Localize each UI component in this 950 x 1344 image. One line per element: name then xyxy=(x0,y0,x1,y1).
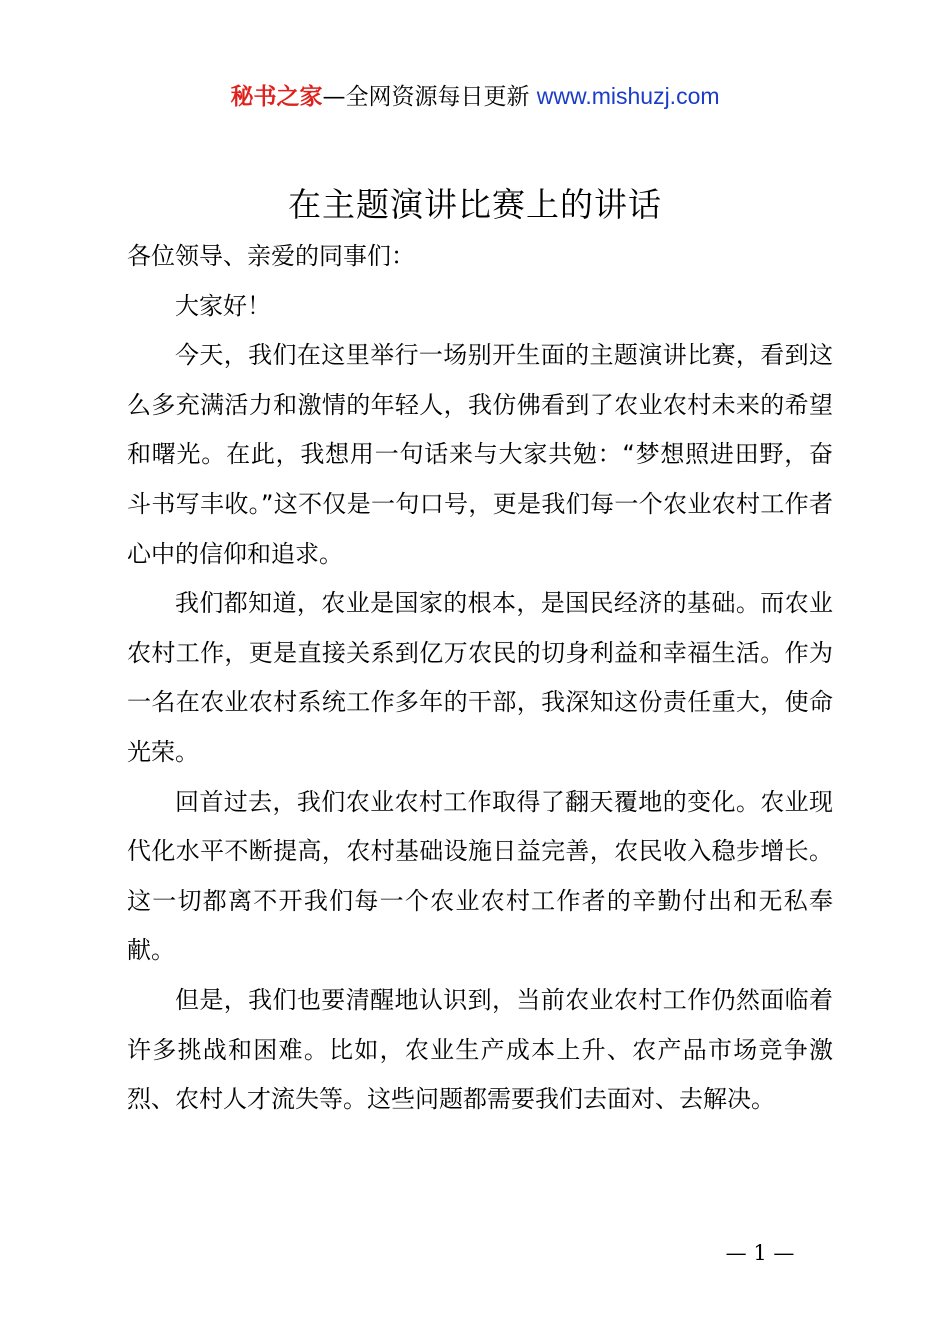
site-header xyxy=(0,80,950,113)
paragraph: 我们都知道，农业是国家的根本，是国民经济的基础。而农业农村工作，更是直接关系到亿万农民的切身利益和幸福生活。作为一名在农业农村系统工作多年的干部，我深知这份责任重大，使命光荣。 xyxy=(127,589,833,766)
paragraph: 大家好！ xyxy=(175,291,271,320)
header-tagline: —全网资源每日更新 xyxy=(322,84,530,110)
paragraph: 今天，我们在这里举行一场别开生面的主题演讲比赛，看到这么多充满活力和激情的年轻人，我仿佛看到了农业农村未来的希望和曙光。在此，我想用一句话来与大家共勉：“梦想照进田野，奋斗书写丰收。”这不仅是一句口号，更是我们每一个农业农村工作者心中的信仰和追求。 xyxy=(127,341,833,568)
paragraph: 回首过去，我们农业农村工作取得了翻天覆地的变化。农业现代化水平不断提高，农村基础设施日益完善，农民收入稳步增长。这一切都离不开我们每一个农业农村工作者的辛勤付出和无私奉献。 xyxy=(127,787,833,965)
site-url-link[interactable]: www.mishuzj.com xyxy=(536,83,720,109)
paragraph: 但是，我们也要清醒地认识到，当前农业农村工作仍然面临着许多挑战和困难。比如，农业生产成本上升、农产品市场竞争激烈、农村人才流失等。这些问题都需要我们去面对、去解决。 xyxy=(127,985,833,1114)
page-number: — 1 — xyxy=(725,1241,795,1265)
document-title: 在主题演讲比赛上的讲话 xyxy=(288,185,662,224)
document-body xyxy=(127,232,833,1125)
brand-name: 秘书之家 xyxy=(230,84,323,110)
salutation: 各位领导、亲爱的同事们： xyxy=(127,242,415,270)
